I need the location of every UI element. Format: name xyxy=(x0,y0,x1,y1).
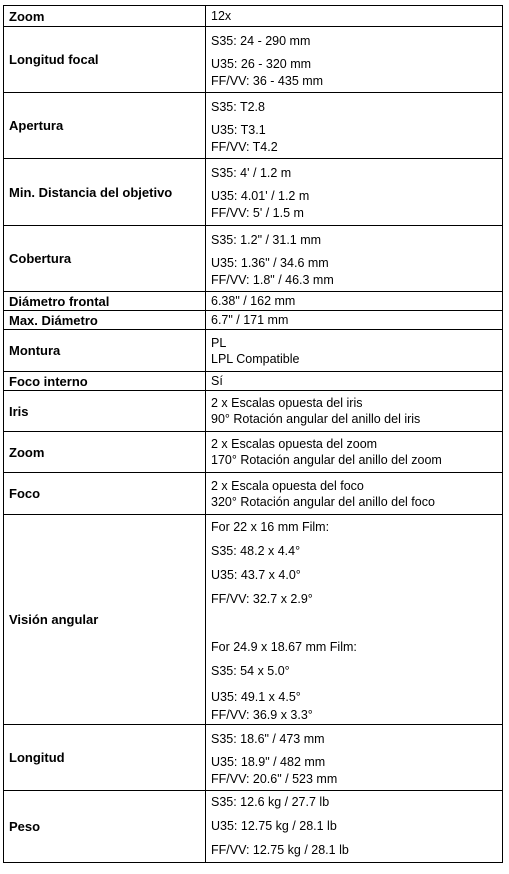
table-row xyxy=(4,372,503,391)
value-line: PL xyxy=(211,335,227,350)
value-line: 2 x Escalas opuesta del zoom xyxy=(211,437,378,451)
value-line: 2 x Escala opuesta del foco xyxy=(211,478,364,493)
value-line: FF/VV: 36.9 x 3.3° xyxy=(211,708,313,722)
table-row xyxy=(4,6,503,27)
value-line: 170° Rotación angular del anillo del zoom xyxy=(211,453,442,467)
value-line: U35: 4.01' / 1.2 m xyxy=(211,189,310,203)
row-label: Max. Diámetro xyxy=(4,311,206,330)
value-line: 90° Rotación angular del anillo del iris xyxy=(211,412,421,426)
value-line: For 24.9 x 18.67 mm Film: xyxy=(211,640,357,654)
value-line: 6.7" / 171 mm xyxy=(211,313,289,327)
row-label: Longitud xyxy=(4,725,206,791)
value-line: FF/VV: 20.6" / 523 mm xyxy=(211,771,338,786)
row-value xyxy=(206,159,503,226)
table-row xyxy=(4,515,503,725)
table-row xyxy=(4,432,503,473)
row-label: Peso xyxy=(4,791,206,863)
row-label: Montura xyxy=(4,330,206,372)
table-row xyxy=(4,391,503,432)
row-value xyxy=(206,330,503,372)
row-label: Zoom xyxy=(4,432,206,473)
table-row xyxy=(4,330,503,372)
spacer xyxy=(211,611,497,636)
value-line: U35: 12.75 kg / 28.1 lb xyxy=(211,819,337,833)
value-line: Sí xyxy=(211,374,223,388)
value-line: S35: 48.2 x 4.4° xyxy=(211,544,301,558)
row-value xyxy=(206,725,503,791)
row-value xyxy=(206,391,503,432)
value-line: 12x xyxy=(211,9,232,23)
table-row xyxy=(4,93,503,159)
row-value xyxy=(206,791,503,863)
row-value xyxy=(206,515,503,725)
value-line: FF/VV: 1.8" / 46.3 mm xyxy=(211,272,334,287)
table-row xyxy=(4,311,503,330)
value-line: S35: 12.6 kg / 27.7 lb xyxy=(211,795,330,809)
row-label: Cobertura xyxy=(4,226,206,292)
value-line: U35: 18.9" / 482 mm xyxy=(211,754,326,769)
row-value xyxy=(206,473,503,515)
table-row xyxy=(4,292,503,311)
value-line: LPL Compatible xyxy=(211,351,300,366)
value-line: U35: 1.36" / 34.6 mm xyxy=(211,255,329,270)
table-row xyxy=(4,791,503,863)
value-line: FF/VV: 5' / 1.5 m xyxy=(211,206,304,220)
value-line: S35: T2.8 xyxy=(211,99,265,114)
row-label: Apertura xyxy=(4,93,206,159)
value-line: S35: 1.2" / 31.1 mm xyxy=(211,232,322,247)
row-label: Visión angular xyxy=(4,515,206,725)
row-label: Foco xyxy=(4,473,206,515)
value-line: S35: 4' / 1.2 m xyxy=(211,166,292,180)
row-value xyxy=(206,432,503,473)
value-line: FF/VV: 12.75 kg / 28.1 lb xyxy=(211,843,349,857)
value-line: 320° Rotación angular del anillo del foco xyxy=(211,494,435,509)
value-line: U35: 26 - 320 mm xyxy=(211,56,312,71)
row-label: Iris xyxy=(4,391,206,432)
value-line: 6.38" / 162 mm xyxy=(211,294,296,308)
row-label: Foco interno xyxy=(4,372,206,391)
row-label: Longitud focal xyxy=(4,27,206,93)
value-line: For 22 x 16 mm Film: xyxy=(211,520,330,534)
table-row xyxy=(4,27,503,93)
table-row xyxy=(4,725,503,791)
row-value xyxy=(206,27,503,93)
row-value xyxy=(206,311,503,330)
table-row xyxy=(4,226,503,292)
value-line: U35: 43.7 x 4.0° xyxy=(211,568,301,582)
row-label: Min. Distancia del objetivo xyxy=(4,159,206,226)
value-line: FF/VV: 32.7 x 2.9° xyxy=(211,592,313,606)
row-value xyxy=(206,226,503,292)
row-value xyxy=(206,292,503,311)
specifications-table xyxy=(3,5,503,863)
value-line: FF/VV: 36 - 435 mm xyxy=(211,73,324,88)
value-line: FF/VV: T4.2 xyxy=(211,139,278,154)
value-line: S35: 24 - 290 mm xyxy=(211,33,311,48)
value-line: U35: 49.1 x 4.5° xyxy=(211,690,301,704)
value-line: 2 x Escalas opuesta del iris xyxy=(211,396,363,410)
value-line: S35: 18.6" / 473 mm xyxy=(211,731,325,746)
row-label: Zoom xyxy=(4,6,206,27)
value-line: U35: T3.1 xyxy=(211,122,266,137)
value-line: S35: 54 x 5.0° xyxy=(211,664,290,678)
table-row xyxy=(4,159,503,226)
row-label: Diámetro frontal xyxy=(4,292,206,311)
row-value xyxy=(206,93,503,159)
row-value xyxy=(206,372,503,391)
table-row xyxy=(4,473,503,515)
row-value xyxy=(206,6,503,27)
